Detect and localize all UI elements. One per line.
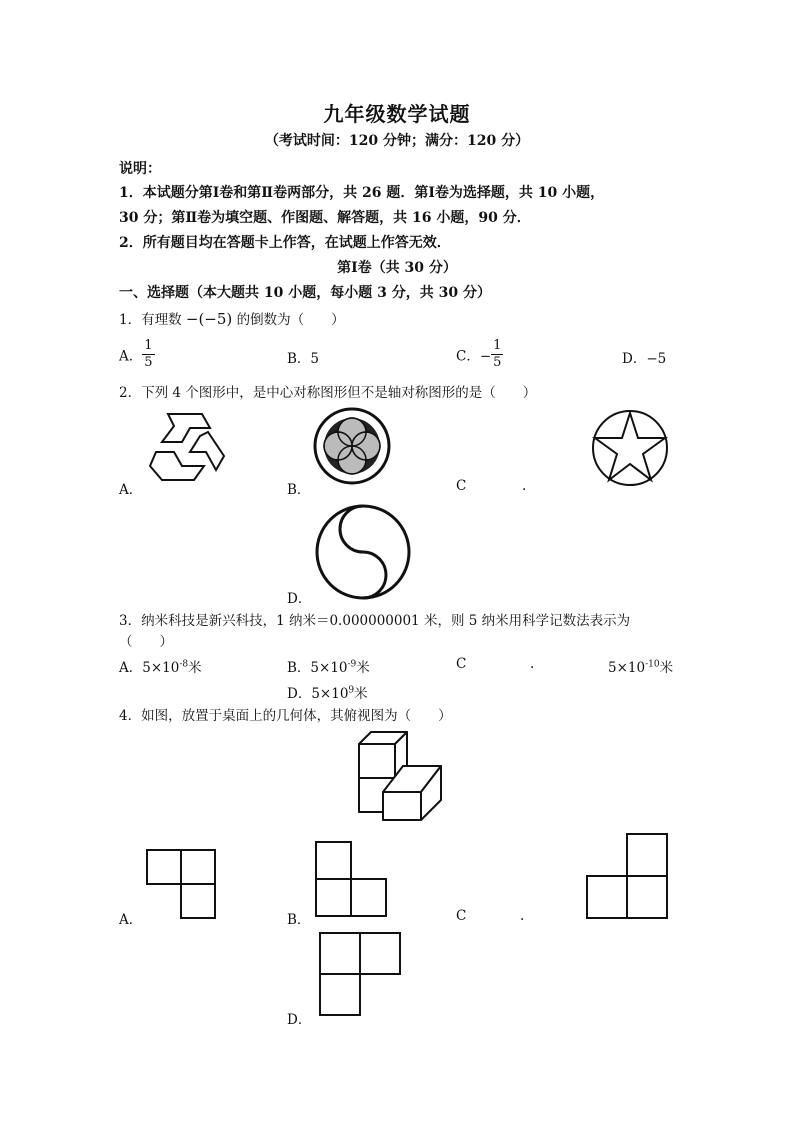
q4-option-d: D．: [287, 1012, 312, 1028]
q4-option-c: C: [456, 908, 467, 924]
q3-option-c: C: [456, 656, 467, 672]
q3-option-c-base: 5×10: [608, 660, 646, 676]
question-2-stem: 2．下列 4 个图形中，是中心对称图形但不是轴对称图形的是（ ）: [119, 385, 537, 401]
q4-figure-c: [586, 833, 668, 919]
q3-option-c-unit: 米: [659, 660, 674, 676]
notes-heading: 说明：: [119, 161, 161, 177]
q4-figure-b: [315, 841, 387, 917]
q3-option-a-exponent: -8: [179, 659, 189, 670]
q1-option-a-label: A．: [119, 348, 143, 365]
exam-info: （考试时间：120 分钟；满分：120 分）: [264, 133, 530, 149]
q3-option-c-dot: .: [530, 656, 535, 672]
fraction-numerator: 1: [493, 338, 502, 353]
q3-option-a-unit: 米: [188, 660, 202, 676]
q1-option-d: D．−5: [622, 351, 667, 367]
q1-option-c-fraction: [491, 338, 503, 371]
question-4-stem: 4．如图，放置于桌面上的几何体，其俯视图为（ ）: [119, 708, 452, 724]
part-1-heading: 第Ⅰ卷（共 30 分）: [337, 260, 457, 276]
q3-option-d-exponent: 9: [348, 685, 355, 696]
q2-option-a: A．: [119, 482, 143, 498]
fraction-denominator: 5: [144, 355, 153, 370]
q3-option-b: [287, 656, 370, 676]
fraction-denominator: 5: [493, 355, 502, 370]
q3-option-c-value: [608, 656, 673, 676]
q2-figure-c-star-circle: [591, 409, 669, 487]
q1-option-a: [119, 338, 155, 371]
q4-option-a: A．: [119, 912, 143, 928]
q3-option-d-base: D．5×10: [287, 686, 349, 702]
q3-option-b-unit: 米: [356, 660, 370, 676]
q4-figure-a: [146, 849, 216, 919]
q1-option-a-fraction: [142, 338, 154, 371]
q2-option-c-dot: .: [522, 478, 527, 494]
q1-stem-start: 1．有理数: [119, 312, 186, 328]
q3-option-b-base: B．5×10: [287, 660, 348, 676]
q3-option-b-exponent: -9: [347, 659, 357, 670]
q4-solid-cubes-figure: [357, 730, 447, 822]
q2-option-b: B．: [287, 482, 311, 498]
q3-option-a: [119, 656, 202, 676]
question-3-stem: 3．纳米科技是新兴科技，1 纳米＝0.000000001 米，则 5 纳米用科学记数法表示为: [119, 613, 631, 629]
q1-option-c-label: C．−: [456, 348, 492, 365]
q2-figure-b-petal-circle: [313, 407, 391, 485]
q3-option-d-unit: 米: [354, 686, 368, 702]
q1-stem-end: 的倒数为（ ）: [232, 312, 345, 328]
question-1-stem: [119, 308, 345, 328]
question-3-paren: （ ）: [119, 634, 173, 650]
fraction-numerator: 1: [144, 338, 153, 353]
page-title: 九年级数学试题: [323, 102, 471, 126]
q1-option-b: B．5: [287, 351, 320, 367]
q1-option-c: [456, 338, 503, 371]
notes-line-2: 30 分；第Ⅱ卷为填空题、作图题、解答题，共 16 小题，90 分．: [119, 210, 531, 226]
section-heading: 一、选择题（本大题共 10 小题，每小题 3 分，共 30 分）: [119, 285, 491, 301]
q2-option-d: D．: [287, 591, 312, 607]
q2-figure-a-triangle-arrows: [146, 408, 232, 484]
q4-figure-d: [319, 932, 401, 1016]
q3-option-c-exponent: -10: [645, 659, 660, 670]
q4-option-c-dot: .: [520, 908, 525, 924]
notes-line-3: 2．所有题目均在答题卡上作答，在试题上作答无效．: [119, 235, 451, 251]
q1-expression: −(−5): [185, 310, 233, 328]
notes-line-1: 1．本试题分第Ⅰ卷和第Ⅱ卷两部分，共 26 题．第Ⅰ卷为选择题，共 10 小题，: [119, 185, 605, 201]
q2-figure-d-yin-yang: [315, 504, 411, 600]
q3-option-d: [287, 682, 368, 702]
q4-option-b: B．: [287, 912, 311, 928]
q2-option-c: C: [456, 478, 467, 494]
q3-option-a-base: A．5×10: [119, 660, 180, 676]
